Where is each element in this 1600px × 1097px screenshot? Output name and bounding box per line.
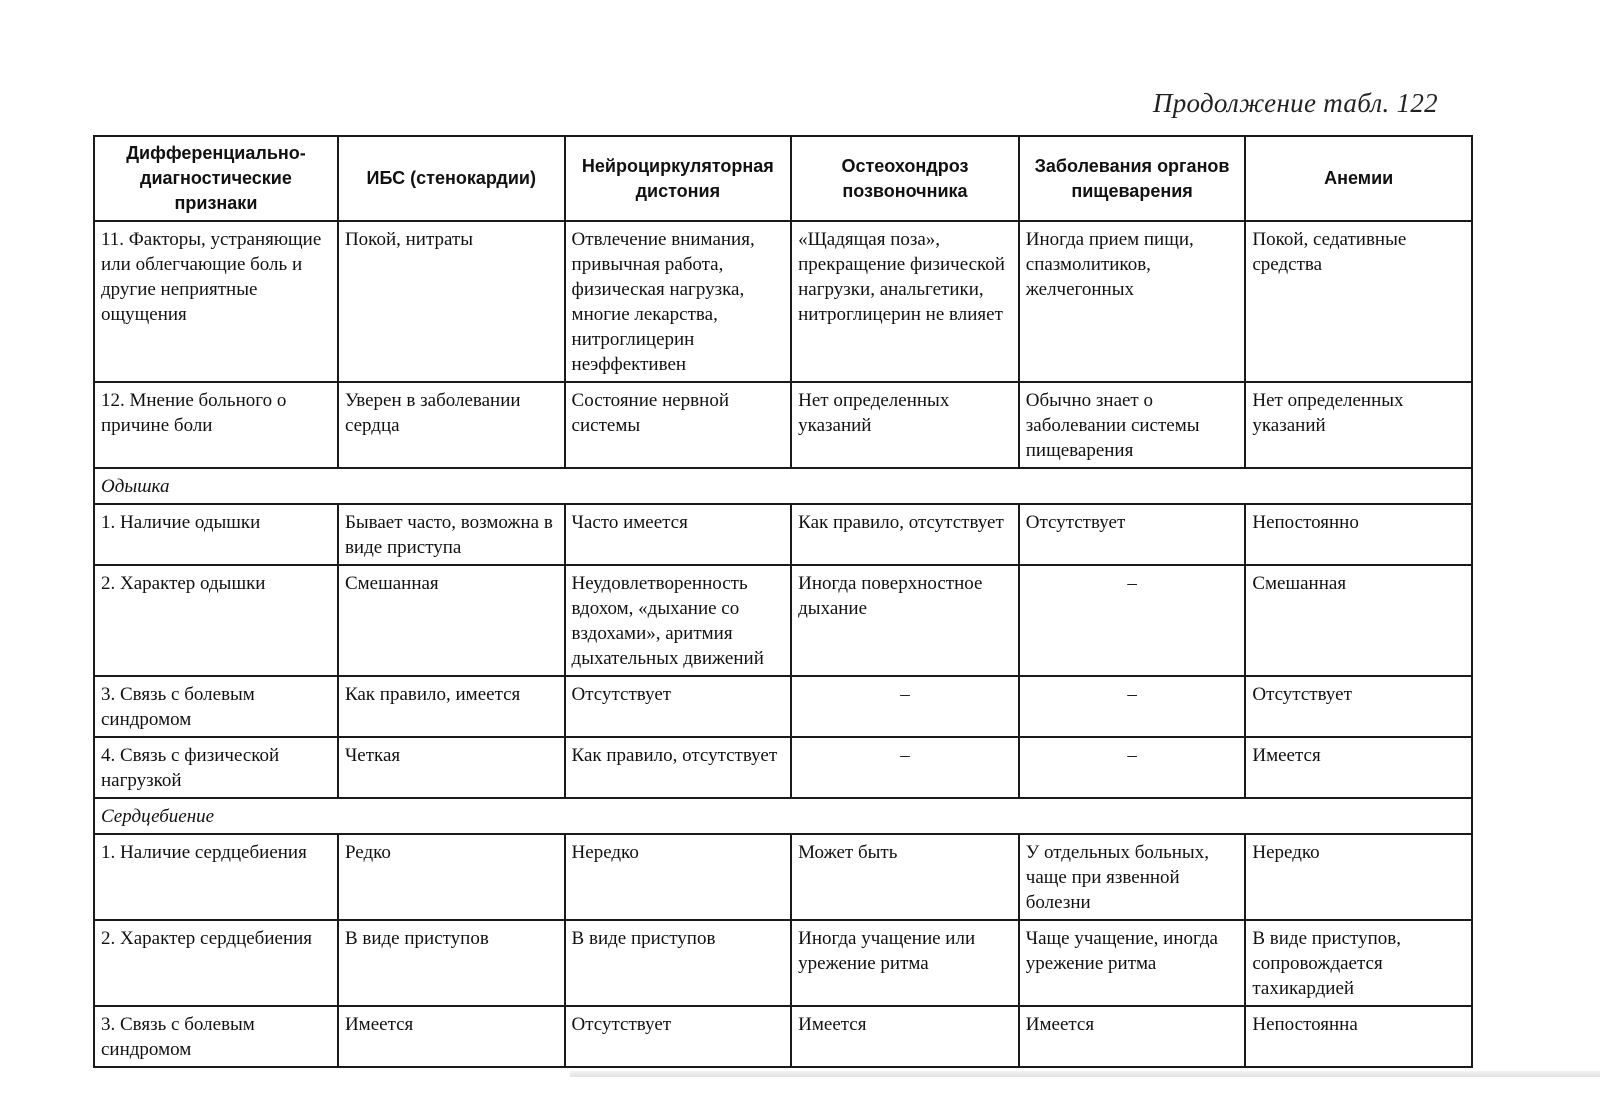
table-cell: Имеется <box>1245 737 1472 798</box>
table-row <box>94 676 1472 737</box>
table-cell: Непостоянна <box>1245 1006 1472 1067</box>
table-cell: Как правило, отсутствует <box>565 737 792 798</box>
table-cell: Как правило, имеется <box>338 676 565 737</box>
table-cell: Отсутствует <box>565 1006 792 1067</box>
table-cell: – <box>1019 565 1246 676</box>
table-cell: Нет определенных указаний <box>791 382 1019 468</box>
table-cell: – <box>791 737 1019 798</box>
row-criterion: 1. Наличие сердцебиения <box>94 834 338 920</box>
row-criterion: 3. Связь с болевым синдромом <box>94 676 338 737</box>
row-criterion: 12. Мнение больного о причине боли <box>94 382 338 468</box>
table-cell: У отдельных больных, чаще при язвенной болезни <box>1019 834 1246 920</box>
table-cell: Иногда поверхностное дыхание <box>791 565 1019 676</box>
table-cell: Четкая <box>338 737 565 798</box>
table-cell: Смешанная <box>338 565 565 676</box>
table-cell: Иногда учащение или урежение ритма <box>791 920 1019 1006</box>
table-cell: Уверен в заболевании сердца <box>338 382 565 468</box>
row-criterion: 2. Характер одышки <box>94 565 338 676</box>
header-neurocirculatory-dystonia: Нейроциркуляторная дистония <box>565 136 792 221</box>
table-cell: Неудовлетворенность вдохом, «дыхание со вздохами», аритмия дыхательных движений <box>565 565 792 676</box>
header-digestive-diseases: Заболевания органов пищеварения <box>1019 136 1246 221</box>
table-cell: – <box>1019 737 1246 798</box>
table-cell: Бывает часто, возможна в виде приступа <box>338 504 565 565</box>
differential-diagnosis-table <box>93 135 1473 1068</box>
table-row <box>94 1006 1472 1067</box>
table-cell: Может быть <box>791 834 1019 920</box>
row-criterion: 11. Факторы, устраняющие или облегчающие боль и другие неприятные ощущения <box>94 221 338 382</box>
table-row <box>94 565 1472 676</box>
table-cell: В виде приступов <box>565 920 792 1006</box>
header-anemia: Анемии <box>1245 136 1472 221</box>
table-cell: Покой, седативные средства <box>1245 221 1472 382</box>
table-cell: Нет определенных указаний <box>1245 382 1472 468</box>
section-row-palpitations <box>94 798 1472 834</box>
table-row <box>94 504 1472 565</box>
table-cell: Непостоянно <box>1245 504 1472 565</box>
section-title: Сердцебиение <box>94 798 1472 834</box>
table-cell: – <box>1019 676 1246 737</box>
table-row <box>94 834 1472 920</box>
table-cell: Как правило, отсутствует <box>791 504 1019 565</box>
table-cell: Покой, нитраты <box>338 221 565 382</box>
table-cell: Отсутствует <box>1019 504 1246 565</box>
row-criterion: 1. Наличие одышки <box>94 504 338 565</box>
table-cell: Состояние нервной системы <box>565 382 792 468</box>
table-cell: Часто имеется <box>565 504 792 565</box>
table-cell: Иногда прием пищи, спазмолитиков, желчегонных <box>1019 221 1246 382</box>
table-cell: Смешанная <box>1245 565 1472 676</box>
table-cell: Обычно знает о заболевании системы пищеварения <box>1019 382 1246 468</box>
row-criterion: 2. Характер сердцебиения <box>94 920 338 1006</box>
row-criterion: 4. Связь с физической нагрузкой <box>94 737 338 798</box>
row-criterion: 3. Связь с болевым синдромом <box>94 1006 338 1067</box>
table-cell: Редко <box>338 834 565 920</box>
table-cell: В виде приступов <box>338 920 565 1006</box>
section-row-dyspnea <box>94 468 1472 504</box>
header-osteochondrosis: Остеохондроз позвоночника <box>791 136 1019 221</box>
table-cell: Отсутствует <box>565 676 792 737</box>
table-continuation-caption: Продолжение табл. 122 <box>1152 88 1438 118</box>
table-header-row <box>94 136 1472 221</box>
table-cell: Отвлечение внимания, привычная работа, физическая нагрузка, многие лекарства, нитроглицерин неэффективен <box>565 221 792 382</box>
table-cell: Отсутствует <box>1245 676 1472 737</box>
table-row <box>94 382 1472 468</box>
scan-edge-shadow <box>570 1071 1600 1077</box>
table-cell: В виде приступов, сопровождается тахикардией <box>1245 920 1472 1006</box>
table-cell: Чаще учащение, иногда урежение ритма <box>1019 920 1246 1006</box>
table-row <box>94 737 1472 798</box>
section-title: Одышка <box>94 468 1472 504</box>
table-row <box>94 221 1472 382</box>
table-row <box>94 920 1472 1006</box>
table-cell: Имеется <box>338 1006 565 1067</box>
table-cell: Нередко <box>565 834 792 920</box>
header-criteria: Дифференциально-диагностические признаки <box>94 136 338 221</box>
header-ischemic-heart-disease: ИБС (стенокардии) <box>338 136 565 221</box>
table-cell: Имеется <box>1019 1006 1246 1067</box>
table-cell: – <box>791 676 1019 737</box>
table-cell: Нередко <box>1245 834 1472 920</box>
table-cell: Имеется <box>791 1006 1019 1067</box>
table-cell: «Щадящая поза», прекращение физической нагрузки, анальгетики, нитроглицерин не влияет <box>791 221 1019 382</box>
